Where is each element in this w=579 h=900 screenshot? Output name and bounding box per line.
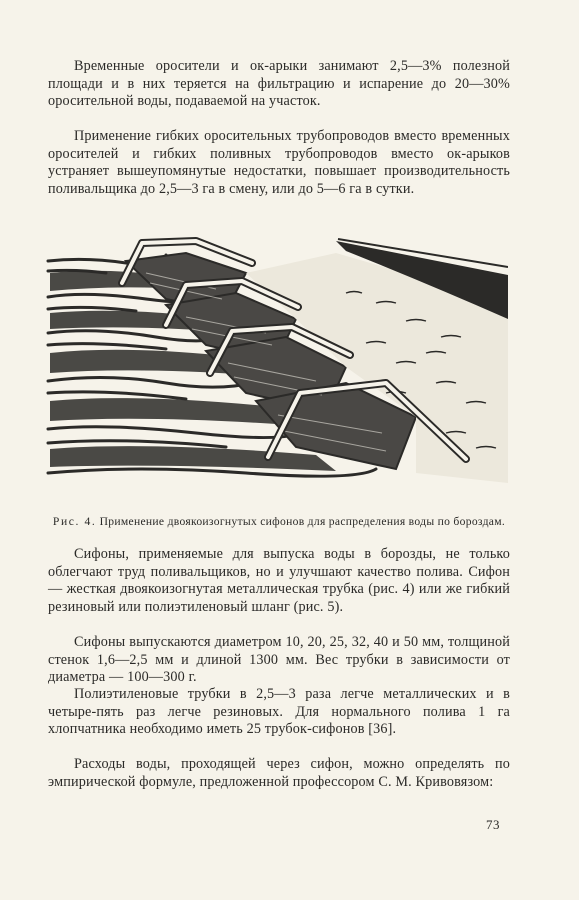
paragraph-4: Сифоны выпускаются диаметром 10, 20, 25, 32, 40 и 50 мм, толщиной стенок 1,6—2,5 мм и длиной 1300 мм. Вес трубки в зависимости от диаметра — 100—300 г. [48,634,510,686]
paragraph-1: Временные оросители и ок-арыки занимают 2,5—3% полезной площади и в них теряется на фильтрацию и испарение до 20—30% оросительной воды, подаваемой на участок. [48,58,510,110]
paragraph-3: Сифоны, применяемые для выпуска воды в борозды, не только облегчают труд поливальщиков, но и улучшают качество полива. Сифон — жесткая двоякоизогнутая металлическая трубка (рис. 4) или же гибкий резиновый или полиэтиленовый шланг (рис. 5). [48,546,510,615]
siphon-illustration [46,233,508,493]
paragraph-6: Расходы воды, проходящей через сифон, можно определять по эмпирической формуле, предложенной профессором С. М. Кривовязом: [48,756,510,790]
figure-caption-text: Применение двоякоизогнутых сифонов для распределения воды по бороздам. [99,515,506,528]
page-number: 73 [486,817,500,832]
paragraph-5: Полиэтиленовые трубки в 2,5—3 раза легче металлических и в четыре-пять раз легче резиновых. Для нормального полива 1 га хлопчатника необходимо иметь 25 трубок-сифонов [36]. [48,686,510,738]
figure-ref: Рис. 4. [52,515,97,528]
figure-caption [48,514,510,529]
paragraph-2: Применение гибких оросительных трубопроводов вместо временных оросителей и гибких поливных трубопроводов вместо ок-арыков устраняет вышеупомянутые недостатки, повышает производительность поливальщика до 2,5—3 га в смену, или до 5—6 га в сутки. [48,128,510,197]
